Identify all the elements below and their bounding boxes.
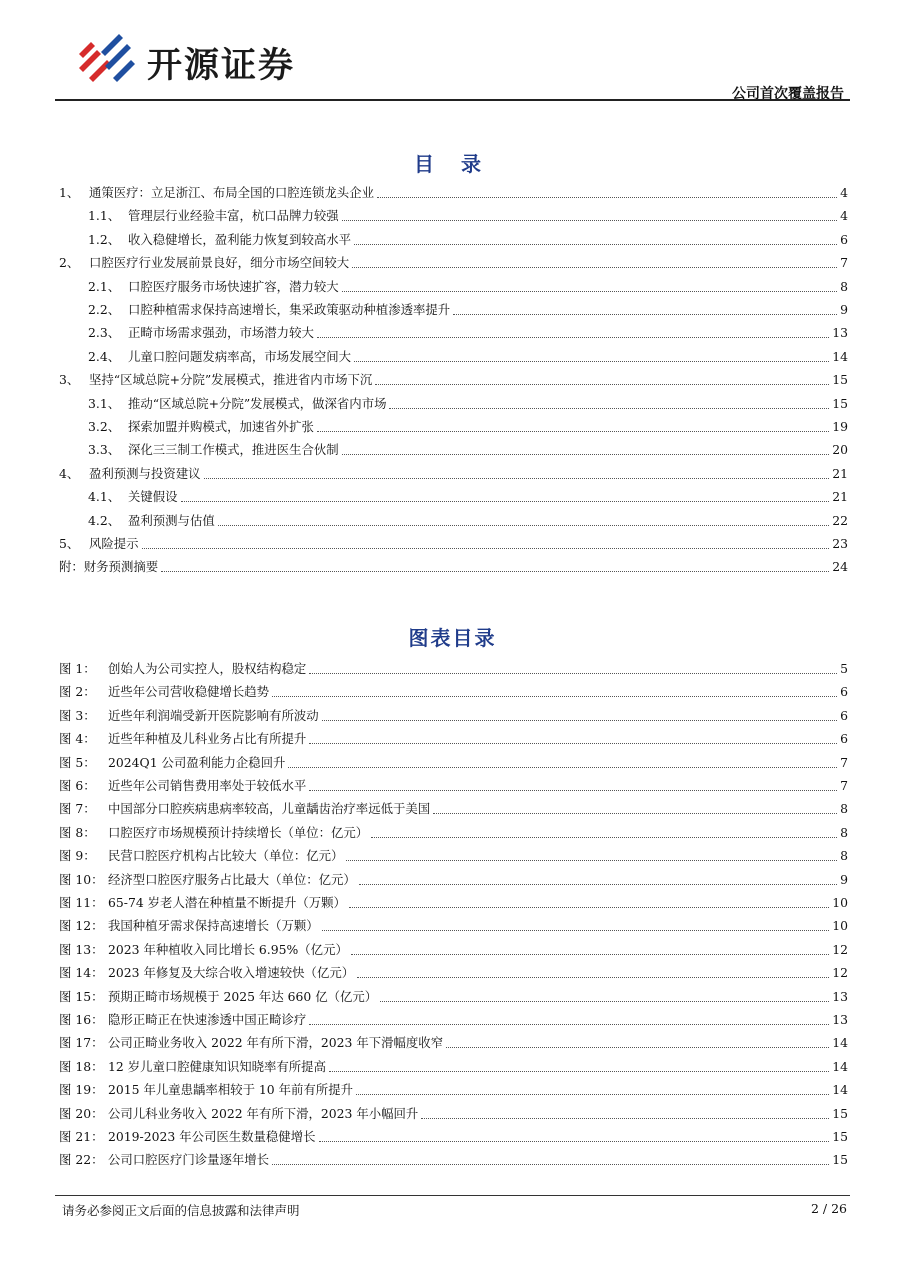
footer-divider xyxy=(55,1195,850,1196)
toc-entry[interactable] xyxy=(59,323,848,343)
entry-page: 8 xyxy=(840,801,848,817)
dot-leader xyxy=(389,408,829,409)
entry-number: 2.1、 xyxy=(88,278,121,294)
figure-entry[interactable] xyxy=(59,1010,848,1030)
dot-leader xyxy=(433,813,837,814)
entry-title: 2019-2023 年公司医生数量稳健增长 xyxy=(108,1129,316,1144)
entry-title: 盈利预测与估值 xyxy=(128,512,215,528)
entry-number: 3.3、 xyxy=(88,442,121,458)
entry-title: 通策医疗：立足浙江、布局全国的口腔连锁龙头企业 xyxy=(89,185,374,200)
dot-leader xyxy=(309,790,837,791)
entry-number: 图 22： xyxy=(59,1152,104,1168)
entry-title: 2023 年种植收入同比增长 6.95%（亿元） xyxy=(108,941,348,957)
entry-title: 2024Q1 公司盈利能力企稳回升 xyxy=(108,754,286,770)
toc-title: 目 录 xyxy=(414,152,491,176)
figure-entry[interactable] xyxy=(59,846,848,866)
dot-leader xyxy=(352,267,837,268)
dot-leader xyxy=(354,244,837,245)
entry-number: 5、 xyxy=(59,536,80,551)
entry-number: 附： xyxy=(59,559,84,575)
entry-number: 2.3、 xyxy=(88,325,121,341)
figure-entry[interactable] xyxy=(59,1104,848,1124)
entry-title: 口腔医疗行业发展前景良好，细分市场空间较大 xyxy=(89,255,350,271)
dot-leader xyxy=(309,1024,829,1025)
entry-page: 15 xyxy=(832,1129,848,1144)
entry-title: 口腔种植需求保持高速增长，集采政策驱动种植渗透率提升 xyxy=(128,302,451,317)
entry-title: 探索加盟并购模式，加速省外扩张 xyxy=(128,419,314,434)
dot-leader xyxy=(346,860,837,861)
figure-entry[interactable] xyxy=(59,659,848,679)
footer-page-number: 2 / 26 xyxy=(810,1201,847,1216)
entry-title: 推动“区域总院+分院”发展模式，做深省内市场 xyxy=(128,395,387,411)
dot-leader xyxy=(453,314,837,315)
figure-entry[interactable] xyxy=(59,893,848,913)
entry-title: 公司口腔医疗门诊量逐年增长 xyxy=(108,1152,270,1168)
dot-leader xyxy=(272,1164,829,1165)
entry-page: 6 xyxy=(840,731,848,747)
toc-entry[interactable] xyxy=(59,370,848,390)
entry-page: 5 xyxy=(840,661,848,676)
entry-page: 22 xyxy=(832,512,848,528)
entry-title: 隐形正畸正在快速渗透中国正畸诊疗 xyxy=(108,1012,307,1027)
figure-entry[interactable] xyxy=(59,1127,848,1147)
entry-number: 图 9： xyxy=(59,848,96,864)
page-header xyxy=(55,28,850,100)
entry-number: 2、 xyxy=(59,255,80,271)
entry-page: 15 xyxy=(832,395,848,411)
entry-number: 图 19： xyxy=(59,1082,104,1098)
toc-entry[interactable] xyxy=(59,206,848,226)
dot-leader xyxy=(288,767,837,768)
entry-title: 65-74 岁老人潜在种植量不断提升（万颗） xyxy=(108,895,346,910)
figure-entry[interactable] xyxy=(59,987,848,1007)
entry-page: 6 xyxy=(840,684,848,700)
dot-leader xyxy=(322,720,837,721)
entry-page: 14 xyxy=(832,1035,848,1051)
entry-number: 3、 xyxy=(59,372,80,388)
entry-number: 图 2： xyxy=(59,684,96,700)
entry-number: 图 6： xyxy=(59,778,96,793)
entry-title: 我国种植牙需求保持高速增长（万颗） xyxy=(108,918,319,934)
entry-title: 儿童口腔问题发病率高，市场发展空间大 xyxy=(128,348,352,364)
figure-entry[interactable] xyxy=(59,1080,848,1100)
entry-page: 4 xyxy=(840,208,848,224)
toc-entry[interactable] xyxy=(59,230,848,250)
figure-entry[interactable] xyxy=(59,963,848,983)
entry-page: 19 xyxy=(832,419,848,434)
entry-title: 财务预测摘要 xyxy=(83,559,159,575)
entry-number: 图 15： xyxy=(59,988,104,1004)
dot-leader xyxy=(356,1094,829,1095)
brand-name: 开源证券 xyxy=(147,46,296,86)
entry-number: 3.2、 xyxy=(88,419,121,434)
figure-entry[interactable] xyxy=(59,870,848,890)
entry-page: 10 xyxy=(832,918,848,934)
toc-entry[interactable] xyxy=(59,511,848,531)
dot-leader xyxy=(218,525,829,526)
dot-leader xyxy=(272,696,837,697)
entry-page: 20 xyxy=(832,442,848,458)
figures-title: 图表目录 xyxy=(408,626,497,650)
header-divider xyxy=(55,99,850,101)
entry-number: 图 20： xyxy=(59,1105,104,1121)
dot-leader xyxy=(319,1141,830,1142)
figure-entry[interactable] xyxy=(59,753,848,773)
entry-number: 图 18： xyxy=(59,1058,104,1074)
toc-entry[interactable] xyxy=(59,300,848,320)
entry-page: 21 xyxy=(832,465,848,481)
entry-title: 盈利预测与投资建议 xyxy=(89,465,201,481)
dot-leader xyxy=(317,337,829,338)
figure-entry[interactable] xyxy=(59,916,848,936)
entry-number: 4.2、 xyxy=(88,512,121,528)
figure-entry[interactable] xyxy=(59,1057,848,1077)
entry-number: 图 8： xyxy=(59,824,96,840)
dot-leader xyxy=(342,454,830,455)
dot-leader xyxy=(317,431,829,432)
entry-page: 8 xyxy=(840,278,848,294)
dot-leader xyxy=(342,291,837,292)
entry-number: 1.2、 xyxy=(88,231,121,247)
entry-title: 口腔医疗市场规模预计持续增长（单位：亿元） xyxy=(108,824,369,840)
dot-leader xyxy=(204,478,830,479)
toc-entry[interactable] xyxy=(59,464,848,484)
dot-leader xyxy=(322,930,830,931)
entry-title: 2023 年修复及大综合收入增速较快（亿元） xyxy=(108,965,355,981)
entry-title: 口腔医疗服务市场快速扩容，潜力较大 xyxy=(128,278,339,294)
toc-entry[interactable] xyxy=(59,277,848,297)
dot-leader xyxy=(142,548,830,549)
entry-page: 14 xyxy=(832,348,848,364)
entry-title: 12 岁儿童口腔健康知识知晓率有所提高 xyxy=(108,1058,326,1074)
dot-leader xyxy=(309,743,837,744)
dot-leader xyxy=(380,1001,829,1002)
figure-entry[interactable] xyxy=(59,1033,848,1053)
entry-page: 12 xyxy=(832,965,848,981)
toc-entry[interactable] xyxy=(59,394,848,414)
entry-title: 关键假设 xyxy=(128,489,178,505)
dot-leader xyxy=(377,197,837,198)
entry-title: 创始人为公司实控人，股权结构稳定 xyxy=(108,661,307,676)
entry-page: 21 xyxy=(832,489,848,505)
toc-entry[interactable] xyxy=(59,417,848,437)
entry-title: 公司正畸业务收入 2022 年有所下滑，2023 年下滑幅度收窄 xyxy=(108,1035,444,1051)
dot-leader xyxy=(359,884,837,885)
dot-leader xyxy=(446,1047,829,1048)
toc-entry[interactable] xyxy=(59,487,848,507)
entry-title: 民营口腔医疗机构占比较大（单位：亿元） xyxy=(108,848,344,864)
toc-entry[interactable] xyxy=(59,253,848,273)
report-type: 公司首次覆盖报告 xyxy=(732,86,844,102)
entry-page: 10 xyxy=(832,895,848,910)
entry-page: 6 xyxy=(840,231,848,247)
entry-page: 9 xyxy=(840,871,848,887)
dot-leader xyxy=(309,673,837,674)
entry-page: 13 xyxy=(832,325,848,341)
figure-entry[interactable] xyxy=(59,729,848,749)
entry-number: 图 12： xyxy=(59,918,104,934)
brand-logo-icon xyxy=(75,32,135,84)
entry-number: 1、 xyxy=(59,185,80,200)
entry-number: 图 7： xyxy=(59,801,96,817)
dot-leader xyxy=(375,384,829,385)
toc-entry[interactable] xyxy=(59,534,848,554)
dot-leader xyxy=(349,907,829,908)
dot-leader xyxy=(371,837,837,838)
dot-leader xyxy=(329,1071,829,1072)
entry-title: 深化三三制工作模式，推进医生合伙制 xyxy=(128,442,339,458)
figure-entry[interactable] xyxy=(59,706,848,726)
figure-entry[interactable] xyxy=(59,682,848,702)
entry-page: 8 xyxy=(840,824,848,840)
figure-entry[interactable] xyxy=(59,799,848,819)
entry-number: 图 4： xyxy=(59,731,96,747)
entry-page: 23 xyxy=(832,536,848,551)
entry-number: 图 13： xyxy=(59,941,104,957)
entry-title: 风险提示 xyxy=(89,536,139,551)
entry-title: 坚持“区域总院+分院”发展模式，推进省内市场下沉 xyxy=(89,372,373,388)
entry-number: 4.1、 xyxy=(88,489,121,505)
entry-page: 24 xyxy=(832,559,848,575)
entry-page: 14 xyxy=(832,1082,848,1098)
entry-page: 13 xyxy=(832,988,848,1004)
dot-leader xyxy=(342,220,837,221)
entry-title: 中国部分口腔疾病患病率较高，儿童龋齿治疗率远低于美国 xyxy=(108,801,431,817)
entry-title: 近些年利润端受新开医院影响有所波动 xyxy=(108,707,319,723)
entry-page: 6 xyxy=(840,707,848,723)
entry-number: 图 5： xyxy=(59,754,96,770)
entry-page: 12 xyxy=(832,941,848,957)
entry-number: 2.2、 xyxy=(88,302,121,317)
entry-number: 2.4、 xyxy=(88,348,121,364)
entry-title: 预期正畸市场规模于 2025 年达 660 亿（亿元） xyxy=(108,988,378,1004)
footer-disclaimer: 请务必参阅正文后面的信息披露和法律声明 xyxy=(62,1203,300,1218)
entry-page: 14 xyxy=(832,1058,848,1074)
entry-title: 收入稳健增长，盈利能力恢复到较高水平 xyxy=(128,231,352,247)
entry-number: 图 1： xyxy=(59,661,96,676)
dot-leader xyxy=(357,977,829,978)
entry-number: 图 17： xyxy=(59,1035,104,1051)
figure-entry[interactable] xyxy=(59,823,848,843)
entry-page: 15 xyxy=(832,372,848,388)
toc-entry[interactable] xyxy=(59,183,848,203)
entry-title: 正畸市场需求强劲，市场潜力较大 xyxy=(128,325,314,341)
toc-entry[interactable] xyxy=(59,440,848,460)
entry-number: 图 3： xyxy=(59,707,96,723)
dot-leader xyxy=(161,571,829,572)
entry-number: 图 10： xyxy=(59,871,104,887)
entry-page: 7 xyxy=(840,754,848,770)
entry-page: 13 xyxy=(832,1012,848,1027)
entry-title: 管理层行业经验丰富，杭口品牌力较强 xyxy=(128,208,339,224)
figure-entry[interactable] xyxy=(59,776,848,796)
entry-title: 公司儿科业务收入 2022 年有所下滑，2023 年小幅回升 xyxy=(108,1105,419,1121)
entry-number: 3.1、 xyxy=(88,395,121,411)
entry-title: 近些年种植及儿科业务占比有所提升 xyxy=(108,731,307,747)
entry-title: 近些年公司营收稳健增长趋势 xyxy=(108,684,270,700)
entry-number: 图 14： xyxy=(59,965,104,981)
dot-leader xyxy=(421,1118,829,1119)
dot-leader xyxy=(351,954,829,955)
entry-page: 9 xyxy=(840,302,848,317)
dot-leader xyxy=(181,501,830,502)
entry-page: 15 xyxy=(832,1152,848,1168)
entry-number: 1.1、 xyxy=(88,208,121,224)
dot-leader xyxy=(354,361,829,362)
entry-title: 近些年公司销售费用率处于较低水平 xyxy=(108,778,307,793)
entry-page: 4 xyxy=(840,185,848,200)
toc-entry[interactable] xyxy=(59,347,848,367)
entry-number: 图 11： xyxy=(59,895,104,910)
entry-number: 图 21： xyxy=(59,1129,104,1144)
entry-page: 8 xyxy=(840,848,848,864)
entry-number: 图 16： xyxy=(59,1012,104,1027)
entry-page: 15 xyxy=(832,1105,848,1121)
entry-title: 2015 年儿童患龋率相较于 10 年前有所提升 xyxy=(108,1082,353,1098)
entry-page: 7 xyxy=(840,778,848,793)
toc-entry[interactable] xyxy=(59,557,848,577)
entry-number: 4、 xyxy=(59,465,80,481)
entry-title: 经济型口腔医疗服务占比最大（单位：亿元） xyxy=(108,871,356,887)
entry-page: 7 xyxy=(840,255,848,271)
figure-entry[interactable] xyxy=(59,940,848,960)
figure-entry[interactable] xyxy=(59,1150,848,1170)
